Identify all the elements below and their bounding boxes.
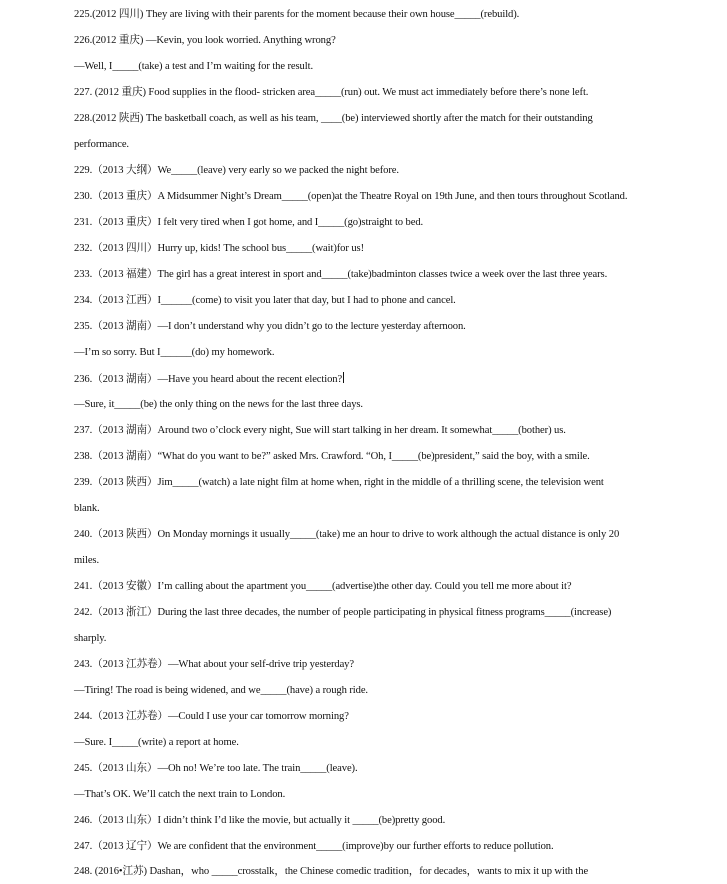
text-line: 235.（2013 湖南）—I don’t understand why you didn’t go to the lecture yesterday afternoon. — [74, 321, 466, 332]
text-line: 228.(2012 陕西) The basketball coach, as well as his team, ____(be) interviewed shortly after the match for their outstanding — [74, 113, 593, 124]
text-line: 226.(2012 重庆) —Kevin, you look worried. Anything wrong? — [74, 35, 336, 46]
text-line: 248. (2016•江苏) Dashan，who _____crosstalk，the Chinese comedic tradition，for decades，wants to mix it up with the — [74, 866, 589, 877]
text-line: 244.（2013 江苏卷）—Could I use your car tomorrow morning? — [74, 711, 349, 722]
text-line: —That’s OK. We’ll catch the next train to London. — [74, 789, 286, 800]
text-line: 238.（2013 湖南）“What do you want to be?” asked Mrs. Crawford. “Oh, I_____(be)president,” said the boy, with a smile. — [74, 451, 590, 462]
text-line: 243.（2013 江苏卷）—What about your self-drive trip yesterday? — [74, 659, 354, 670]
text-line: 233.（2013 福建）The girl has a great interest in sport and_____(take)badminton classes twice a week over the last three years. — [74, 269, 608, 280]
text-line: 239.（2013 陕西）Jim_____(watch) a late night film at home when, right in the middle of a thrilling scene, the television went — [74, 477, 604, 488]
text-line: —I’m so sorry. But I______(do) my homework. — [74, 347, 275, 358]
text-line: —Sure, it_____(be) the only thing on the news for the last three days. — [74, 399, 363, 410]
text-line: blank. — [74, 503, 100, 514]
text-line: 225.(2012 四川) They are living with their parents for the moment because their own house_____(rebuild). — [74, 9, 520, 20]
text-line: 231.（2013 重庆）I felt very tired when I got home, and I_____(go)straight to bed. — [74, 217, 424, 228]
text-line: 232.（2013 四川）Hurry up, kids! The school bus_____(wait)for us! — [74, 243, 365, 254]
text-line — [74, 372, 719, 387]
text-line: 234.（2013 江西）I______(come) to visit you later that day, but I had to phone and cancel. — [74, 295, 456, 306]
text-line: 227. (2012 重庆) Food supplies in the flood- stricken area_____(run) out. We must act immediately before there’s none left. — [74, 87, 589, 98]
text-line: miles. — [74, 555, 99, 566]
text-cursor-icon — [343, 372, 344, 383]
text-line: 242.（2013 浙江）During the last three decades, the number of people participating in physical fitness programs_____(increase) — [74, 607, 612, 618]
text-line: 240.（2013 陕西）On Monday mornings it usually_____(take) me an hour to drive to work although the actual distance is only 20 — [74, 529, 620, 540]
text-line: 241.（2013 安徽）I’m calling about the apartment you_____(advertise)the other day. Could you tell me more about it? — [74, 581, 572, 592]
text-line: —Tiring! The road is being widened, and we_____(have) a rough ride. — [74, 685, 368, 696]
text-line: performance. — [74, 139, 129, 150]
text-line: —Well, I_____(take) a test and I’m waiting for the result. — [74, 61, 313, 72]
text-line-content: 236.（2013 湖南）—Have you heard about the recent election? — [74, 374, 343, 385]
text-line: 245.（2013 山东）—Oh no! We’re too late. The train_____(leave). — [74, 763, 358, 774]
text-line: sharply. — [74, 633, 107, 644]
text-line: 237.（2013 湖南）Around two o’clock every night, Sue will start talking in her dream. It somewhat_____(bother) us. — [74, 425, 566, 436]
text-line: —Sure. I_____(write) a report at home. — [74, 737, 239, 748]
text-line: 229.（2013 大纲）We_____(leave) very early so we packed the night before. — [74, 165, 399, 176]
text-line: 246.（2013 山东）I didn’t think I’d like the movie, but actually it _____(be)pretty good. — [74, 815, 446, 826]
text-line: 247.（2013 辽宁）We are confident that the environment_____(improve)by our further efforts to reduce pollution. — [74, 841, 554, 852]
text-line: 230.（2013 重庆）A Midsummer Night’s Dream_____(open)at the Theatre Royal on 19th June, and then tours throughout Scotland. — [74, 191, 628, 202]
